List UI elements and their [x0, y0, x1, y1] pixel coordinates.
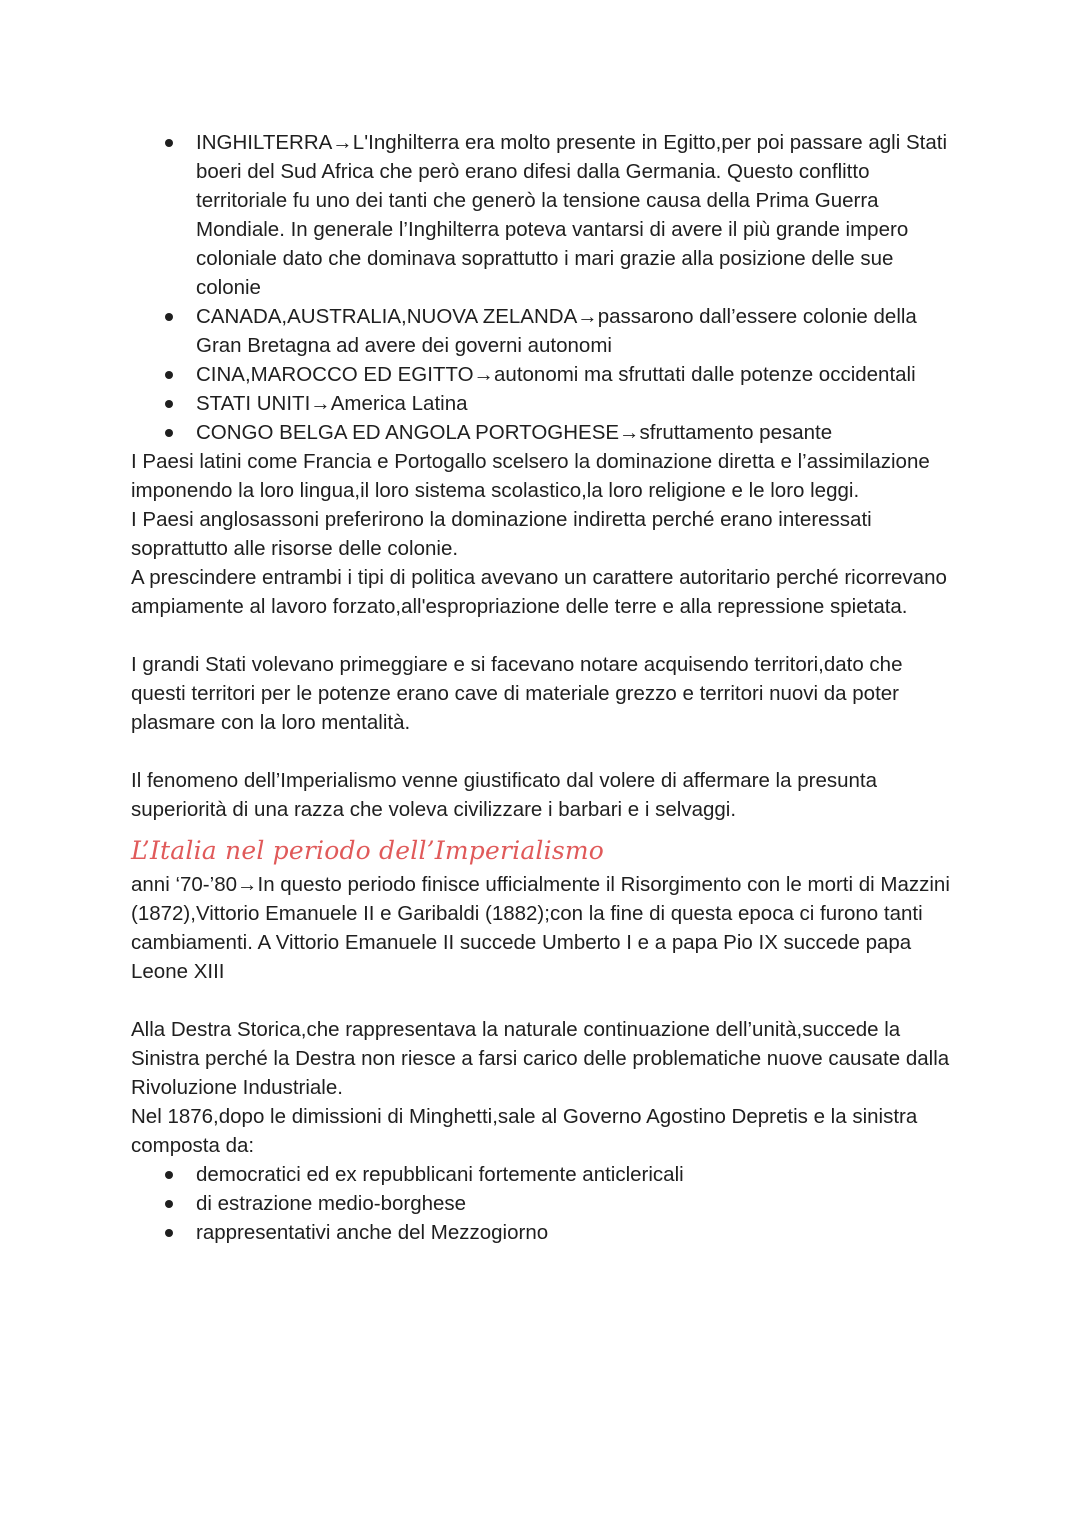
bullet-icon	[165, 371, 173, 379]
paragraph-destra-sinistra: Alla Destra Storica,che rappresentava la naturale continuazione dell’unità,succede la Sinistra perché la Destra non riesce a farsi carico delle problematiche nuove causate dalla Rivoluzione Industriale.	[131, 1018, 950, 1099]
list-item	[196, 418, 961, 447]
list-item	[196, 360, 961, 389]
list-item-text: INGHILTERRA→L'Inghilterra era molto presente in Egitto,per poi passare agli Stati boeri del Sud Africa che però erano difesi dalla Germania. Questo conflitto territoriale fu uno dei tanti che generò la tensione causa della Prima Guerra Mondiale. In generale l’Inghilterra poteva vantarsi di avere il più grande impero coloniale dato che dominava soprattutto i mari grazie alla posizione delle sue colonie	[196, 131, 947, 299]
list-item	[196, 302, 961, 360]
paragraph-anglosaxon-countries: I Paesi anglosassoni preferirono la dominazione indiretta perché erano interessati soprattutto alle risorse delle colonie.	[131, 508, 872, 560]
list-item	[196, 1189, 961, 1218]
paragraph-imperialism-justification: Il fenomeno dell’Imperialismo venne giustificato dal volere di affermare la presunta superiorità di una razza che voleva civilizzare i barbari e i selvaggi.	[131, 769, 877, 821]
bullet-icon	[165, 1200, 173, 1208]
list-item	[196, 389, 961, 418]
paragraph-depretis: Nel 1876,dopo le dimissioni di Minghetti,sale al Governo Agostino Depretis e la sinistra composta da:	[131, 1105, 918, 1157]
list-item-text: CONGO BELGA ED ANGOLA PORTOGHESE→sfruttamento pesante	[196, 421, 833, 444]
spacer	[131, 621, 961, 650]
spacer	[131, 737, 961, 766]
list-item-text: CANADA,AUSTRALIA,NUOVA ZELANDA→passarono dall’essere colonie della Gran Bretagna ad avere dei governi autonomi	[196, 305, 917, 357]
paragraph-latin-countries: I Paesi latini come Francia e Portogallo scelsero la dominazione diretta e l’assimilazione imponendo la loro lingua,il loro sistema scolastico,la loro religione e le loro leggi.	[131, 450, 930, 502]
section-heading: L’Italia nel periodo dell’Imperialismo	[131, 836, 605, 865]
paragraph-authoritarian: A prescindere entrambi i tipi di politica avevano un carattere autoritario perché ricorrevano ampiamente al lavoro forzato,all'espropriazione delle terre e alla repressione spietata.	[131, 566, 947, 618]
sinistra-composition-list	[131, 1160, 961, 1247]
colonies-list	[131, 128, 961, 447]
list-item-text: democratici ed ex repubblicani fortemente anticlericali	[196, 1163, 684, 1186]
bullet-icon	[165, 313, 173, 321]
bullet-icon	[165, 1229, 173, 1237]
document-page	[131, 128, 961, 1247]
bullet-icon	[165, 1171, 173, 1179]
bullet-icon	[165, 139, 173, 147]
list-item	[196, 128, 961, 302]
list-item	[196, 1218, 961, 1247]
spacer	[131, 986, 961, 1015]
list-item-text: STATI UNITI→America Latina	[196, 392, 468, 415]
paragraph-great-states: I grandi Stati volevano primeggiare e si facevano notare acquisendo territori,dato che questi territori per le potenze erano cave di materiale grezzo e territori nuovi da poter plasmare con la loro mentalità.	[131, 653, 903, 734]
bullet-icon	[165, 400, 173, 408]
list-item-text: rappresentativi anche del Mezzogiorno	[196, 1221, 549, 1244]
list-item	[196, 1160, 961, 1189]
bullet-icon	[165, 429, 173, 437]
paragraph-years-70-80: anni ‘70-’80→In questo periodo finisce ufficialmente il Risorgimento con le morti di Mazzini (1872),Vittorio Emanuele II e Garibaldi (1882);con la fine di questa epoca ci furono tanti cambiamenti. A Vittorio Emanuele II succede Umberto I e a papa Pio IX succede papa Leone XIII	[131, 873, 950, 983]
list-item-text: CINA,MAROCCO ED EGITTO→autonomi ma sfruttati dalle potenze occidentali	[196, 363, 916, 386]
list-item-text: di estrazione medio-borghese	[196, 1192, 467, 1215]
